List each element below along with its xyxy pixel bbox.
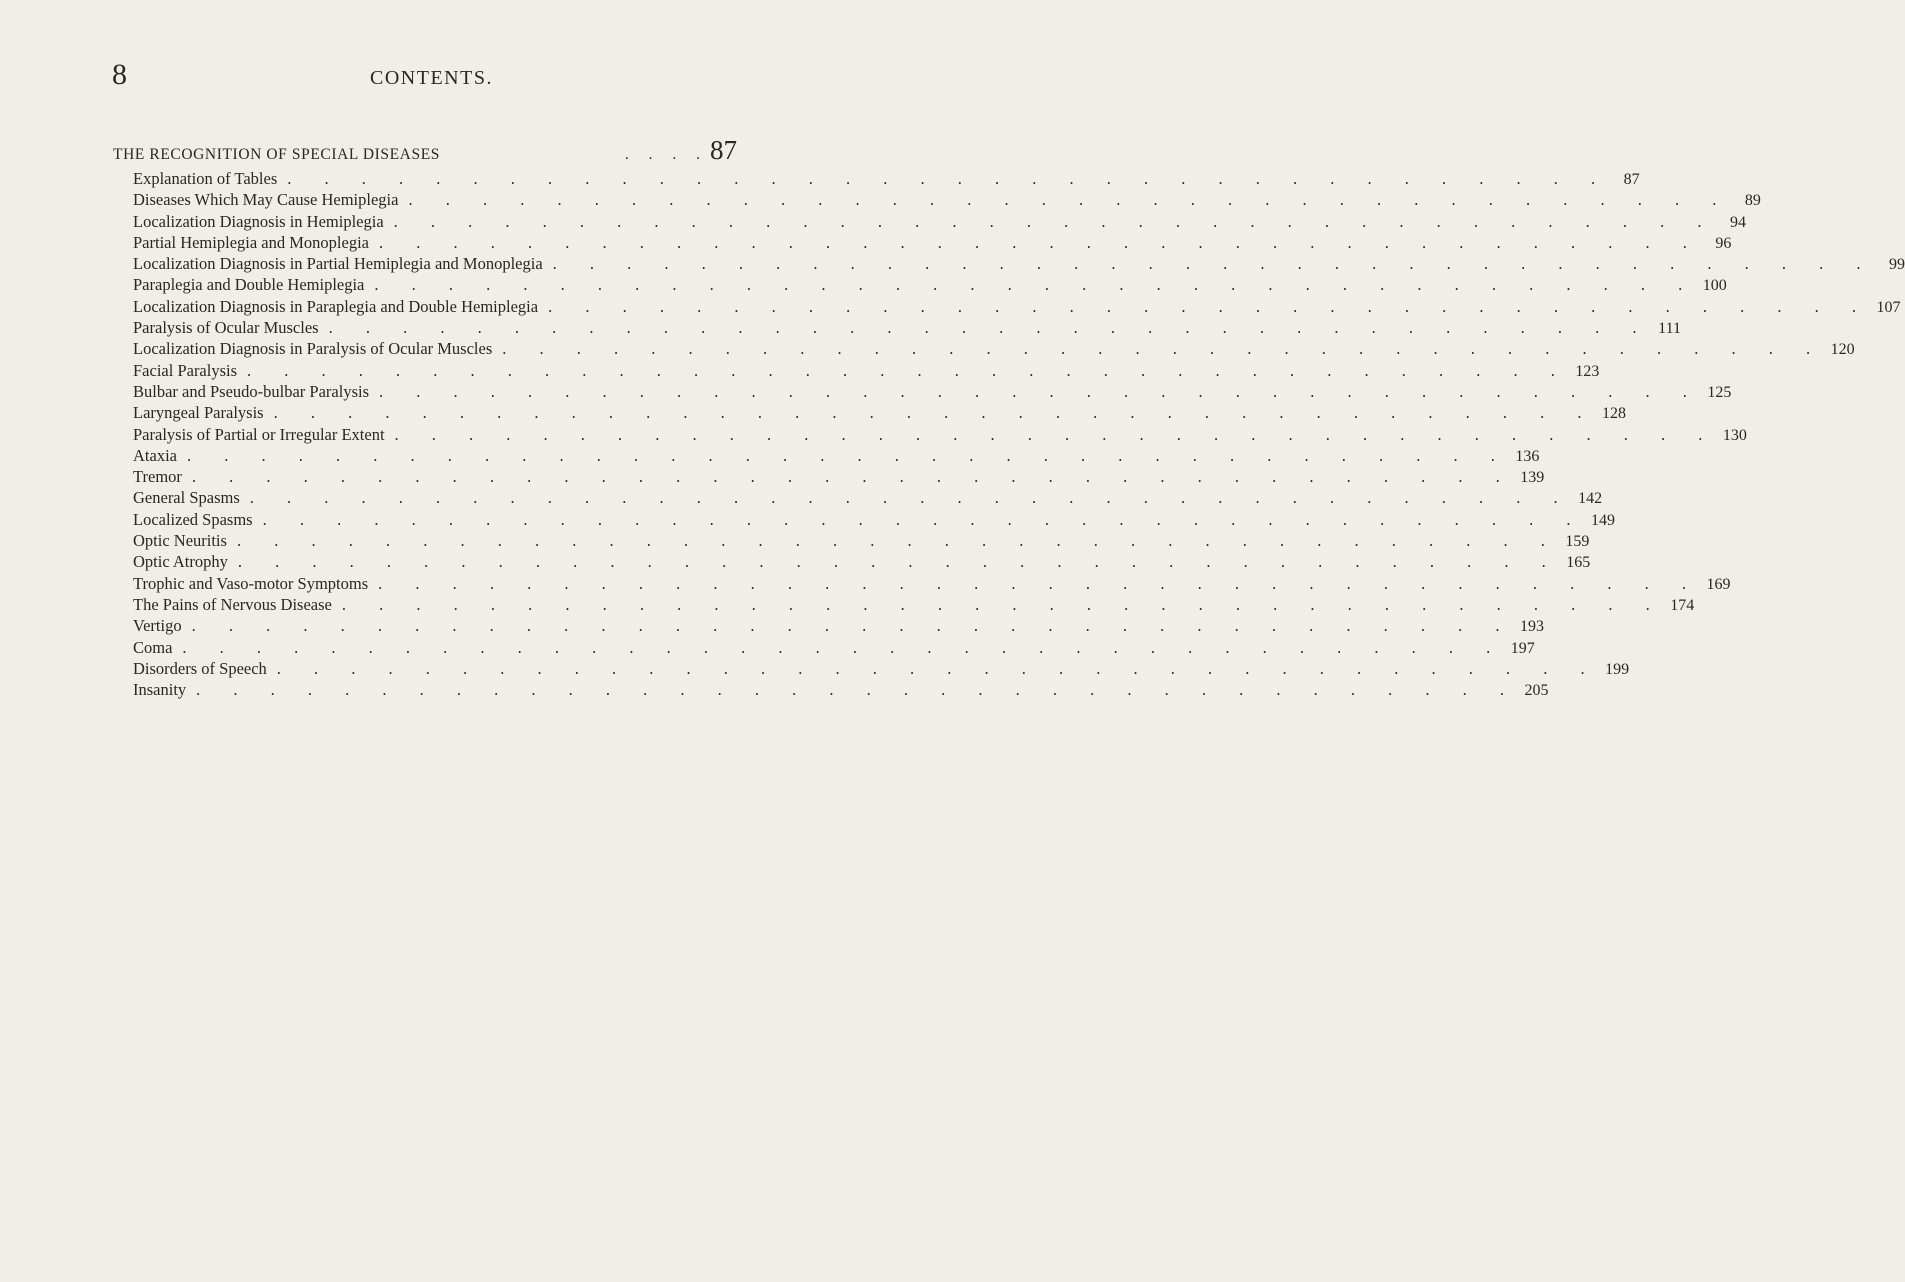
entry-title: Optic Neuritis — [133, 531, 227, 551]
entry-page-number: 128 — [1601, 405, 1626, 423]
entry-title: Disorders of Speech — [133, 658, 267, 678]
entry-title: General Spasms — [133, 488, 240, 508]
entry-page-number: 96 — [1715, 234, 1732, 252]
contents-entry — [133, 424, 1747, 445]
contents-entry — [133, 637, 1535, 658]
dot-leader: . . . . . . . . . . . . . . . . . . . . . . . . . . . . . . . . . . . . — [378, 232, 1702, 252]
contents-entry — [133, 296, 1901, 317]
entry-title: Tremor — [133, 467, 182, 487]
contents-entry — [133, 551, 1591, 572]
dot-leader: . . . . . . . . . . . . . . . . . . . . . . . . . . . . . . . . . . . . — [262, 509, 1585, 529]
contents-entry — [133, 211, 1747, 232]
entry-title: Partial Hemiplegia and Monoplegia — [133, 232, 369, 252]
dot-leader: . . . . . . . . . . . . . . . . . . . . . . . . . . . . . . . . . . . . — [502, 339, 1825, 359]
contents-entry — [133, 573, 1731, 594]
entry-title: Optic Atrophy — [133, 552, 228, 572]
dot-leader: . . . . . . . . . . . . . . . . . . . . . . . . . . . . . . . . . . . . — [273, 403, 1596, 423]
entry-page-number: 169 — [1706, 575, 1731, 593]
entry-page-number: 149 — [1590, 511, 1615, 529]
entry-page-number: 94 — [1730, 213, 1747, 231]
entry-page-number: 193 — [1519, 618, 1544, 636]
contents-entry — [133, 530, 1590, 551]
entry-title: Vertigo — [133, 616, 182, 636]
entry-title: Localized Spasms — [133, 509, 253, 529]
entry-title: Ataxia — [133, 445, 177, 465]
contents-entry — [133, 679, 1549, 700]
dot-leader: . . . . . . . . . . . . . . . . . . . . . . . . . . . . . . . . . . . . — [378, 573, 1701, 593]
entry-title: Laryngeal Paralysis — [133, 403, 264, 423]
entry-page-number: 87 — [1623, 171, 1640, 188]
dot-leader: . . . . . . . . . . . . . . . . . . . . . . . . . . . . . . . . . . . . — [287, 169, 1610, 188]
contents-entry — [133, 317, 1681, 338]
entry-page-number: 205 — [1524, 682, 1549, 700]
running-head: CONTENTS. — [370, 67, 493, 89]
entry-title: Localization Diagnosis in Partial Hemiplegia and Monoplegia — [133, 254, 543, 274]
entry-page-number: 165 — [1566, 554, 1591, 572]
entry-title: Bulbar and Pseudo-bulbar Paralysis — [133, 381, 370, 401]
contents-entry — [133, 360, 1600, 381]
contents-entry — [133, 381, 1732, 402]
entry-page-number: 139 — [1520, 469, 1545, 487]
dot-leader: . . . . . . . . . . . . . . . . . . . . . . . . . . . . . . . . . . . . — [408, 190, 1731, 210]
entry-title: Insanity — [133, 680, 187, 700]
dot-leader: . . . . . . . . . . . . . . . . . . . . . . . . . . . . . . . . . . . . — [196, 680, 1519, 700]
contents-entry — [133, 487, 1603, 508]
contents-entry — [133, 466, 1545, 487]
dot-leader: . . . . . . . . . . . . . . . . . . . . . . . . . . . . . . . . . . . . — [552, 254, 1876, 274]
entry-title: Localization Diagnosis in Paralysis of Ocular Muscles — [133, 339, 493, 359]
entry-title: Diseases Which May Cause Hemiplegia — [133, 190, 399, 210]
contents-list — [133, 168, 1905, 700]
dot-leader: . . . . . . . . . . . . . . . . . . . . . . . . . . . . . . . . . . . . — [393, 211, 1717, 231]
section-page: 87 — [710, 135, 737, 165]
contents-entry — [133, 168, 1640, 189]
entry-title: Trophic and Vaso-motor Symptoms — [133, 573, 369, 593]
entry-title: Localization Diagnosis in Paraplegia and Double Hemiplegia — [133, 296, 539, 316]
entry-title: Paraplegia and Double Hemiplegia — [133, 275, 365, 295]
section-title: THE RECOGNITION OF SPECIAL DISEASES — [113, 146, 440, 163]
entry-title: Coma — [133, 637, 173, 657]
contents-entry — [133, 402, 1626, 423]
entry-page-number: 107 — [1876, 298, 1901, 316]
dot-leader: . . . . . . . . . . . . . . . . . . . . . . . . . . . . . . . . . . . . — [394, 424, 1717, 444]
entry-page-number: 111 — [1658, 320, 1681, 338]
entry-page-number: 123 — [1575, 362, 1600, 380]
page-number: 8 — [112, 58, 127, 91]
entry-page-number: 99 — [1889, 256, 1905, 274]
dot-leader: . . . . . . . . . . . . . . . . . . . . . . . . . . . . . . . . . . . . — [276, 658, 1600, 678]
section-heading — [113, 135, 737, 167]
entry-page-number: 197 — [1510, 639, 1535, 657]
entry-page-number: 100 — [1702, 277, 1727, 295]
contents-entry — [133, 253, 1905, 274]
dot-leader: . . . . . . . . . . . . . . . . . . . . . . . . . . . . . . . . . . . . — [328, 318, 1651, 338]
contents-entry — [133, 338, 1855, 359]
dot-leader: . . . . . . . . . . . . . . . . . . . . . . . . . . . . . . . . . . . . — [379, 381, 1702, 401]
dot-leader: . . . . . . . . . . . . . . . . . . . . . . . . . . . . . . . . . . . . — [236, 531, 1560, 551]
entry-page-number: 142 — [1578, 490, 1603, 508]
section-leader: . . . . — [624, 146, 708, 163]
contents-entry — [133, 274, 1727, 295]
dot-leader: . . . . . . . . . . . . . . . . . . . . . . . . . . . . . . . . . . . . — [249, 488, 1573, 508]
entry-page-number: 125 — [1707, 383, 1732, 401]
entry-page-number: 199 — [1605, 660, 1630, 678]
entry-page-number: 136 — [1515, 447, 1540, 465]
entry-title: Localization Diagnosis in Hemiplegia — [133, 211, 384, 231]
contents-entry — [133, 594, 1695, 615]
contents-entry — [133, 445, 1540, 466]
entry-page-number: 89 — [1744, 192, 1761, 210]
dot-leader: . . . . . . . . . . . . . . . . . . . . . . . . . . . . . . . . . . . . — [191, 616, 1514, 636]
dot-leader: . . . . . . . . . . . . . . . . . . . . . . . . . . . . . . . . . . . . — [247, 360, 1570, 380]
contents-entry — [133, 615, 1544, 636]
contents-entry — [133, 658, 1630, 679]
contents-entry — [133, 509, 1615, 530]
dot-leader: . . . . . . . . . . . . . . . . . . . . . . . . . . . . . . . . . . . . — [548, 296, 1871, 316]
contents-entry — [133, 232, 1732, 253]
entry-title: The Pains of Nervous Disease — [133, 594, 332, 614]
entry-title: Facial Paralysis — [133, 360, 238, 380]
entry-page-number: 120 — [1830, 341, 1855, 359]
entry-title: Paralysis of Ocular Muscles — [133, 318, 319, 338]
dot-leader: . . . . . . . . . . . . . . . . . . . . . . . . . . . . . . . . . . . . — [237, 552, 1561, 572]
dot-leader: . . . . . . . . . . . . . . . . . . . . . . . . . . . . . . . . . . . . — [182, 637, 1505, 657]
entry-page-number: 130 — [1722, 426, 1747, 444]
entry-page-number: 159 — [1565, 533, 1590, 551]
dot-leader: . . . . . . . . . . . . . . . . . . . . . . . . . . . . . . . . . . . . — [341, 594, 1665, 614]
entry-title: Paralysis of Partial or Irregular Extent — [133, 424, 385, 444]
dot-leader: . . . . . . . . . . . . . . . . . . . . . . . . . . . . . . . . . . . . — [186, 445, 1510, 465]
dot-leader: . . . . . . . . . . . . . . . . . . . . . . . . . . . . . . . . . . . . — [374, 275, 1697, 295]
entry-page-number: 174 — [1670, 596, 1695, 614]
entry-title: Explanation of Tables — [133, 169, 278, 188]
contents-entry — [133, 189, 1761, 210]
dot-leader: . . . . . . . . . . . . . . . . . . . . . . . . . . . . . . . . . . . . — [191, 467, 1515, 487]
